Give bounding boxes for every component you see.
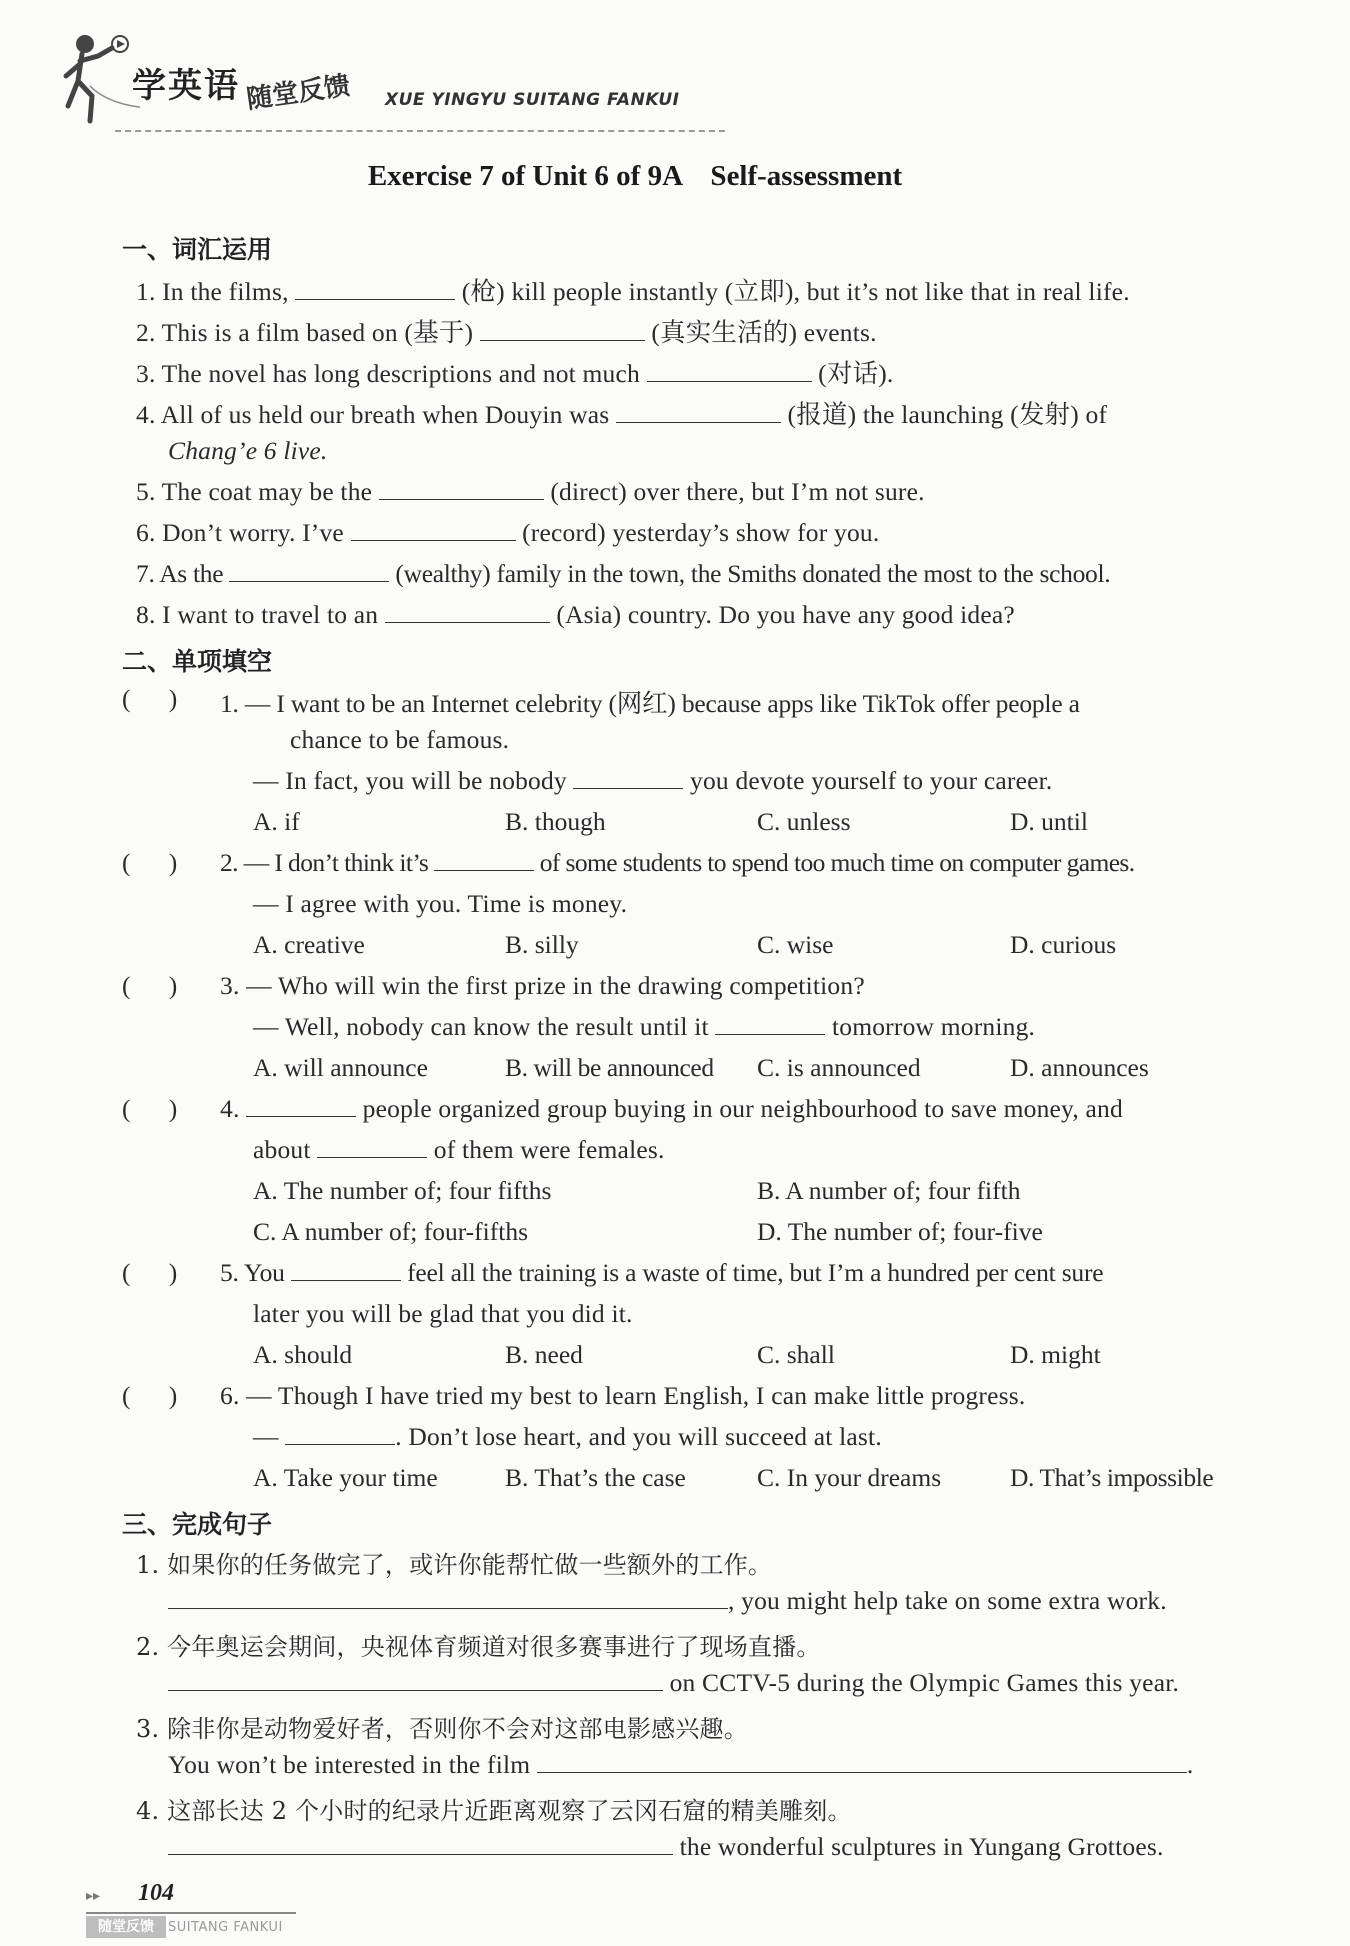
vocab-8-text-a: 8. I want to travel to an	[136, 600, 385, 629]
sentence-4-en	[168, 1832, 1164, 1862]
q3-line-1: 3. — Who will win the first prize in the drawing competition?	[220, 971, 865, 1000]
sentence-3-en	[168, 1750, 1193, 1780]
q1-option-c[interactable]: C. unless	[757, 807, 851, 836]
q3-option-c[interactable]: C. is announced	[757, 1053, 921, 1082]
q4-option-a[interactable]: A. The number of; four fifths	[253, 1176, 552, 1205]
vocab-4-continuation: Chang’e 6 live.	[168, 436, 328, 465]
q3-option-d[interactable]: D. announces	[1010, 1053, 1149, 1082]
vocab-3-text-a: 3. The novel has long descriptions and not much	[136, 359, 647, 388]
sentence-3-blank[interactable]	[537, 1750, 1187, 1773]
q2-blank[interactable]	[434, 848, 534, 871]
q1-line-1: 1. — I want to be an Internet celebrity (网红) because apps like TikTok offer people a	[220, 689, 1080, 718]
q2-line-2: — I agree with you. Time is money.	[253, 889, 628, 918]
q1-option-d[interactable]: D. until	[1010, 807, 1088, 836]
q4-option-b[interactable]: B. A number of; four fifth	[757, 1176, 1021, 1205]
sentence-4-blank[interactable]	[168, 1832, 673, 1855]
header-title-cn: 学英语	[132, 66, 240, 106]
section3-heading: 三、完成句子	[122, 1510, 273, 1539]
footer-pinyin: SUITANG FANKUI	[168, 1920, 283, 1935]
q4-blank-2[interactable]	[317, 1135, 427, 1158]
vocab-7-blank[interactable]	[229, 559, 389, 582]
sentence-2-cn: 2. 今年奥运会期间，央视体育频道对很多赛事进行了现场直播。	[136, 1633, 821, 1661]
q2-option-a[interactable]: A. creative	[253, 930, 365, 959]
q4-option-c[interactable]: C. A number of; four-fifths	[253, 1217, 528, 1246]
book-header	[60, 20, 700, 130]
vocab-2-blank[interactable]	[480, 318, 645, 341]
vocab-item-4	[136, 395, 1107, 431]
sentence-4-text: the wonderful sculptures in Yungang Grottoes.	[679, 1832, 1164, 1861]
q2-option-d[interactable]: D. curious	[1010, 930, 1117, 959]
q6-line-2	[253, 1422, 882, 1452]
q6-line-2-b: . Don’t lose heart, and you will succeed at last.	[395, 1422, 882, 1451]
vocab-1-text-a: 1. In the films,	[136, 277, 296, 306]
vocab-2-text-a: 2. This is a film based on (基于)	[136, 318, 480, 347]
q1-line-3-a: — In fact, you will be nobody	[253, 766, 574, 795]
section2-heading: 二、单项填空	[122, 647, 273, 676]
q5-answer-box[interactable]: ( )	[122, 1258, 178, 1287]
q5-option-c[interactable]: C. shall	[757, 1340, 835, 1369]
q5-option-a[interactable]: A. should	[253, 1340, 353, 1369]
vocab-5-text-b: (direct) over there, but I’m not sure.	[543, 477, 925, 506]
q6-line-2-a: —	[253, 1422, 286, 1451]
q1-option-b[interactable]: B. though	[505, 807, 606, 836]
section1-heading: 一、词汇运用	[122, 235, 273, 264]
runner-logo-icon	[60, 26, 140, 126]
vocab-3-blank[interactable]	[647, 359, 812, 382]
vocab-1-blank[interactable]	[295, 277, 455, 300]
vocab-5-blank[interactable]	[379, 477, 544, 500]
vocab-6-text-b: (record) yesterday’s show for you.	[515, 518, 880, 547]
q6-answer-box[interactable]: ( )	[122, 1381, 178, 1410]
q1-line-3	[253, 766, 1052, 796]
q3-blank[interactable]	[715, 1012, 825, 1035]
sentence-1-text: , you might help take on some extra work.	[728, 1586, 1167, 1615]
vocab-3-text-b: (对话).	[811, 359, 894, 388]
vocab-1-text-b: (枪) kill people instantly (立即), but it’s not like that in real life.	[455, 277, 1130, 306]
q4-line-1-a: 4.	[220, 1094, 247, 1123]
vocab-item-7	[136, 559, 1110, 589]
sentence-1-cn: 1. 如果你的任务做完了，或许你能帮忙做一些额外的工作。	[136, 1551, 773, 1579]
sentence-2-text: on CCTV-5 during the Olympic Games this year.	[669, 1668, 1180, 1697]
header-divider	[115, 130, 725, 132]
q1-blank[interactable]	[573, 766, 683, 789]
q4-option-d[interactable]: D. The number of; four-five	[757, 1217, 1043, 1246]
header-pinyin: XUE YINGYU SUITANG FANKUI	[385, 90, 680, 110]
page-title: Exercise 7 of Unit 6 of 9A Self-assessment	[367, 160, 903, 192]
vocab-5-text-a: 5. The coat may be the	[136, 477, 379, 506]
q1-line-2: chance to be famous.	[290, 725, 510, 754]
sentence-1-en	[168, 1586, 1167, 1616]
q5-line-1-b: feel all the training is a waste of time, but I’m a hundred per cent sure	[400, 1258, 1104, 1287]
q4-line-2	[253, 1135, 665, 1165]
q5-blank[interactable]	[291, 1258, 401, 1281]
vocab-7-text-b: (wealthy) family in the town, the Smiths donated the most to the school.	[389, 559, 1111, 588]
q5-line-1	[220, 1258, 1103, 1288]
vocab-item-2	[136, 313, 877, 349]
footer-arrows-icon: ▸▸	[86, 1888, 101, 1904]
vocab-8-text-b: (Asia) country. Do you have any good idea?	[549, 600, 1015, 629]
vocab-item-5	[136, 477, 925, 507]
q2-line-1	[220, 848, 1135, 878]
footer-rule	[86, 1912, 296, 1914]
sentence-2-en	[168, 1668, 1179, 1698]
q2-option-b[interactable]: B. silly	[505, 930, 579, 959]
q2-line-1-b: of some students to spend too much time on computer games.	[533, 848, 1135, 877]
q4-line-1-b: people organized group buying in our neighbourhood to save money, and	[356, 1094, 1123, 1123]
sentence-3-cn: 3. 除非你是动物爱好者，否则你不会对这部电影感兴趣。	[136, 1715, 748, 1743]
q4-line-2-b: of them were females.	[427, 1135, 665, 1164]
footer-tag: 随堂反馈	[86, 1916, 166, 1938]
q1-answer-box[interactable]: ( )	[122, 684, 178, 713]
q6-option-c[interactable]: C. In your dreams	[757, 1463, 942, 1492]
q4-line-2-a: about	[253, 1135, 318, 1164]
sentence-3-text: You won’t be interested in the film	[168, 1750, 537, 1779]
vocab-8-blank[interactable]	[385, 600, 550, 623]
vocab-item-3	[136, 354, 894, 390]
q5-line-1-a: 5. You	[220, 1258, 291, 1287]
q5-option-d[interactable]: D. might	[1010, 1340, 1101, 1369]
q1-option-a[interactable]: A. if	[253, 807, 300, 836]
vocab-2-text-b: (真实生活的) events.	[644, 318, 877, 347]
q4-line-1	[220, 1094, 1123, 1124]
header-subtitle-cn: 随堂反馈	[244, 70, 352, 116]
q5-option-b[interactable]: B. need	[505, 1340, 583, 1369]
q1-line-3-b: you devote yourself to your career.	[683, 766, 1053, 795]
sentence-3-period: .	[1186, 1750, 1194, 1779]
sentence-1-blank[interactable]	[168, 1586, 728, 1609]
q3-line-2-b: tomorrow morning.	[825, 1012, 1036, 1041]
page-number: 104	[138, 1880, 174, 1906]
q6-option-a[interactable]: A. Take your time	[253, 1463, 438, 1492]
q2-answer-box[interactable]: ( )	[122, 848, 178, 877]
q4-blank-1[interactable]	[246, 1094, 356, 1117]
q4-answer-box[interactable]: ( )	[122, 1094, 178, 1123]
q3-line-2-a: — Well, nobody can know the result until it	[253, 1012, 716, 1041]
vocab-item-8	[136, 600, 1015, 630]
vocab-6-blank[interactable]	[351, 518, 516, 541]
q5-line-2: later you will be glad that you did it.	[253, 1299, 633, 1328]
q2-line-1-a: 2. — I don’t think it’s	[220, 848, 434, 877]
q3-option-a[interactable]: A. will announce	[253, 1053, 428, 1082]
q6-blank[interactable]	[285, 1422, 395, 1445]
vocab-7-text-a: 7. As the	[136, 559, 230, 588]
vocab-4-text-a: 4. All of us held our breath when Douyin was	[136, 400, 616, 429]
q6-option-b[interactable]: B. That’s the case	[505, 1463, 686, 1492]
sentence-2-blank[interactable]	[168, 1668, 663, 1691]
vocab-4-text-b: (报道) the launching (发射) of	[780, 400, 1108, 429]
q2-option-c[interactable]: C. wise	[757, 930, 834, 959]
sentence-4-cn: 4. 这部长达 2 个小时的纪录片近距离观察了云冈石窟的精美雕刻。	[136, 1797, 852, 1825]
q3-answer-box[interactable]: ( )	[122, 971, 178, 1000]
q6-line-1: 6. — Though I have tried my best to learn English, I can make little progress.	[220, 1381, 1026, 1410]
vocab-item-6	[136, 518, 879, 548]
vocab-4-blank[interactable]	[616, 400, 781, 423]
q3-option-b[interactable]: B. will be announced	[505, 1053, 714, 1082]
q6-option-d[interactable]: D. That’s impossible	[1010, 1463, 1214, 1492]
q3-line-2	[253, 1012, 1035, 1042]
vocab-6-text-a: 6. Don’t worry. I’ve	[136, 518, 351, 547]
vocab-item-1	[136, 272, 1130, 308]
